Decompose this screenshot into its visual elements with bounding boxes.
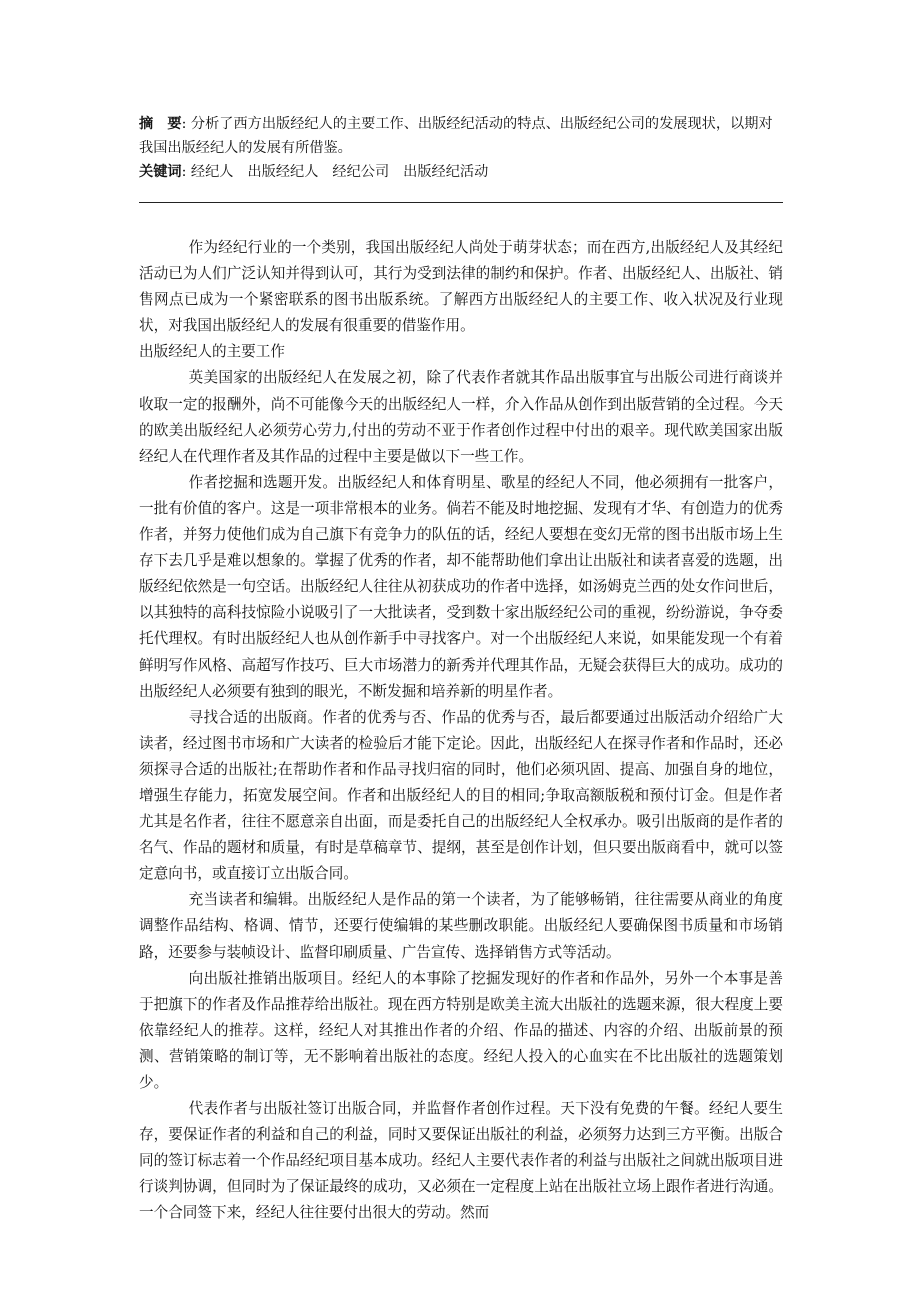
paragraph: 英美国家的出版经纪人在发展之初，除了代表作者就其作品出版事宜与出版公司进行商谈并收取一定的报酬外，尚不可能像今天的出版经纪人一样，介入作品从创作到出版营销的全过程。今天的欧美出版经纪人必须劳心劳力,付出的劳动不亚于作者创作过程中付出的艰辛。现代欧美国家出版经纪人在代理作者及其作品的过程中主要是做以下一些工作。 [139,369,783,465]
document-page [139,112,783,1227]
abstract-text: 分析了西方出版经纪人的主要工作、出版经纪活动的特点、出版经纪公司的发展现状，以期对我国出版经纪人的发展有所借鉴。 [139,116,773,156]
keywords [139,160,783,184]
intro-paragraph: 作为经纪行业的一个类别，我国出版经纪人尚处于萌芽状态；而在西方,出版经纪人及其经纪活动已为人们广泛认知并得到认可，其行为受到法律的制约和保护。作者、出版经纪人、出版社、销售网点已成为一个紧密联系的图书出版系统。了解西方出版经纪人的主要工作、收入状况及行业现状，对我国出版经纪人的发展有很重要的借鉴作用。 [139,239,783,335]
paragraph: 向出版社推销出版项目。经纪人的本事除了挖掘发现好的作者和作品外，另外一个本事是善于把旗下的作者及作品推荐给出版社。现在西方特别是欧美主流大出版社的选题来源，很大程度上要依靠经纪人的推荐。这样，经纪人对其推出作者的介绍、作品的描述、内容的介绍、出版前景的预测、营销策略的制订等，无不影响着出版社的态度。经纪人投入的心血实在不比出版社的选题策划少。 [139,969,783,1091]
paragraph: 代表作者与出版社签订出版合同，并监督作者创作过程。天下没有免费的午餐。经纪人要生存，要保证作者的利益和自己的利益，同时又要保证出版社的利益，必须努力达到三方平衡。出版合同的签订标志着一个作品经纪项目基本成功。经纪人主要代表作者的利益与出版社之间就出版项目进行谈判协调，但同时为了保证最终的成功，又必须在一定程度上站在出版社立场上跟作者进行沟通。一个合同签下来，经纪人往往要付出很大的劳动。然而 [139,1100,783,1222]
paragraph: 作者挖掘和选题开发。出版经纪人和体育明星、歌星的经纪人不同，他必须拥有一批客户，一批有价值的客户。这是一项非常根本的业务。倘若不能及时地挖掘、发现有才华、有创造力的优秀作者，并努力使他们成为自己旗下有竞争力的队伍的话，经纪人要想在变幻无常的图书出版市场上生存下去几乎是难以想象的。掌握了优秀的作者，却不能帮助他们拿出让出版社和读者喜爱的选题，出版经纪依然是一句空话。出版经纪人往往从初获成功的作者中选择，如汤姆克兰西的处女作问世后，以其独特的高科技惊险小说吸引了一大批读者，受到数十家出版经纪公司的重视，纷纷游说，争夺委托代理权。有时出版经纪人也从创作新手中寻找客户。对一个出版经纪人来说，如果能发现一个有着鲜明写作风格、高超写作技巧、巨大市场潜力的新秀并代理其作品，无疑会获得巨大的成功。成功的出版经纪人必须要有独到的眼光，不断发掘和培养新的明星作者。 [139,473,783,700]
abstract [139,112,783,160]
abstract-colon: : [181,116,187,132]
article-body [139,235,783,1227]
section-heading: 出版经纪人的主要工作 [139,343,285,361]
keyword-item: 经纪公司 [332,164,390,180]
keyword-item: 出版经纪人 [247,164,319,180]
abstract-label: 摘 要 [139,116,182,132]
horizontal-divider [139,202,783,203]
keywords-colon: : [181,164,187,180]
keyword-item: 经纪人 [190,164,234,180]
paragraph: 充当读者和编辑。出版经纪人是作品的第一个读者，为了能够畅销，往往需要从商业的角度调整作品结构、格调、情节，还要行使编辑的某些删改职能。出版经纪人要确保图书质量和市场销路，还要参与装帧设计、监督印刷质量、广告宣传、选择销售方式等活动。 [139,891,783,961]
keywords-label: 关键词 [139,164,182,180]
paragraph: 寻找合适的出版商。作者的优秀与否、作品的优秀与否，最后都要通过出版活动介绍给广大读者，经过图书市场和广大读者的检验后才能下定论。因此，出版经纪人在探寻作者和作品时，还必须探寻合适的出版社;在帮助作者和作品寻找归宿的同时，他们必须巩固、提高、加强自身的地位，增强生存能力，拓宽发展空间。作者和出版经纪人的目的相同;争取高额版税和预付订金。但是作者尤其是名作者，往往不愿意亲自出面，而是委托自己的出版经纪人全权承办。吸引出版商的是作者的名气、作品的题材和质量，有时是草稿章节、提纲，甚至是创作计划，但只要出版商看中，就可以签定意向书，或直接订立出版合同。 [139,708,783,883]
keyword-item: 出版经纪活动 [403,164,489,180]
